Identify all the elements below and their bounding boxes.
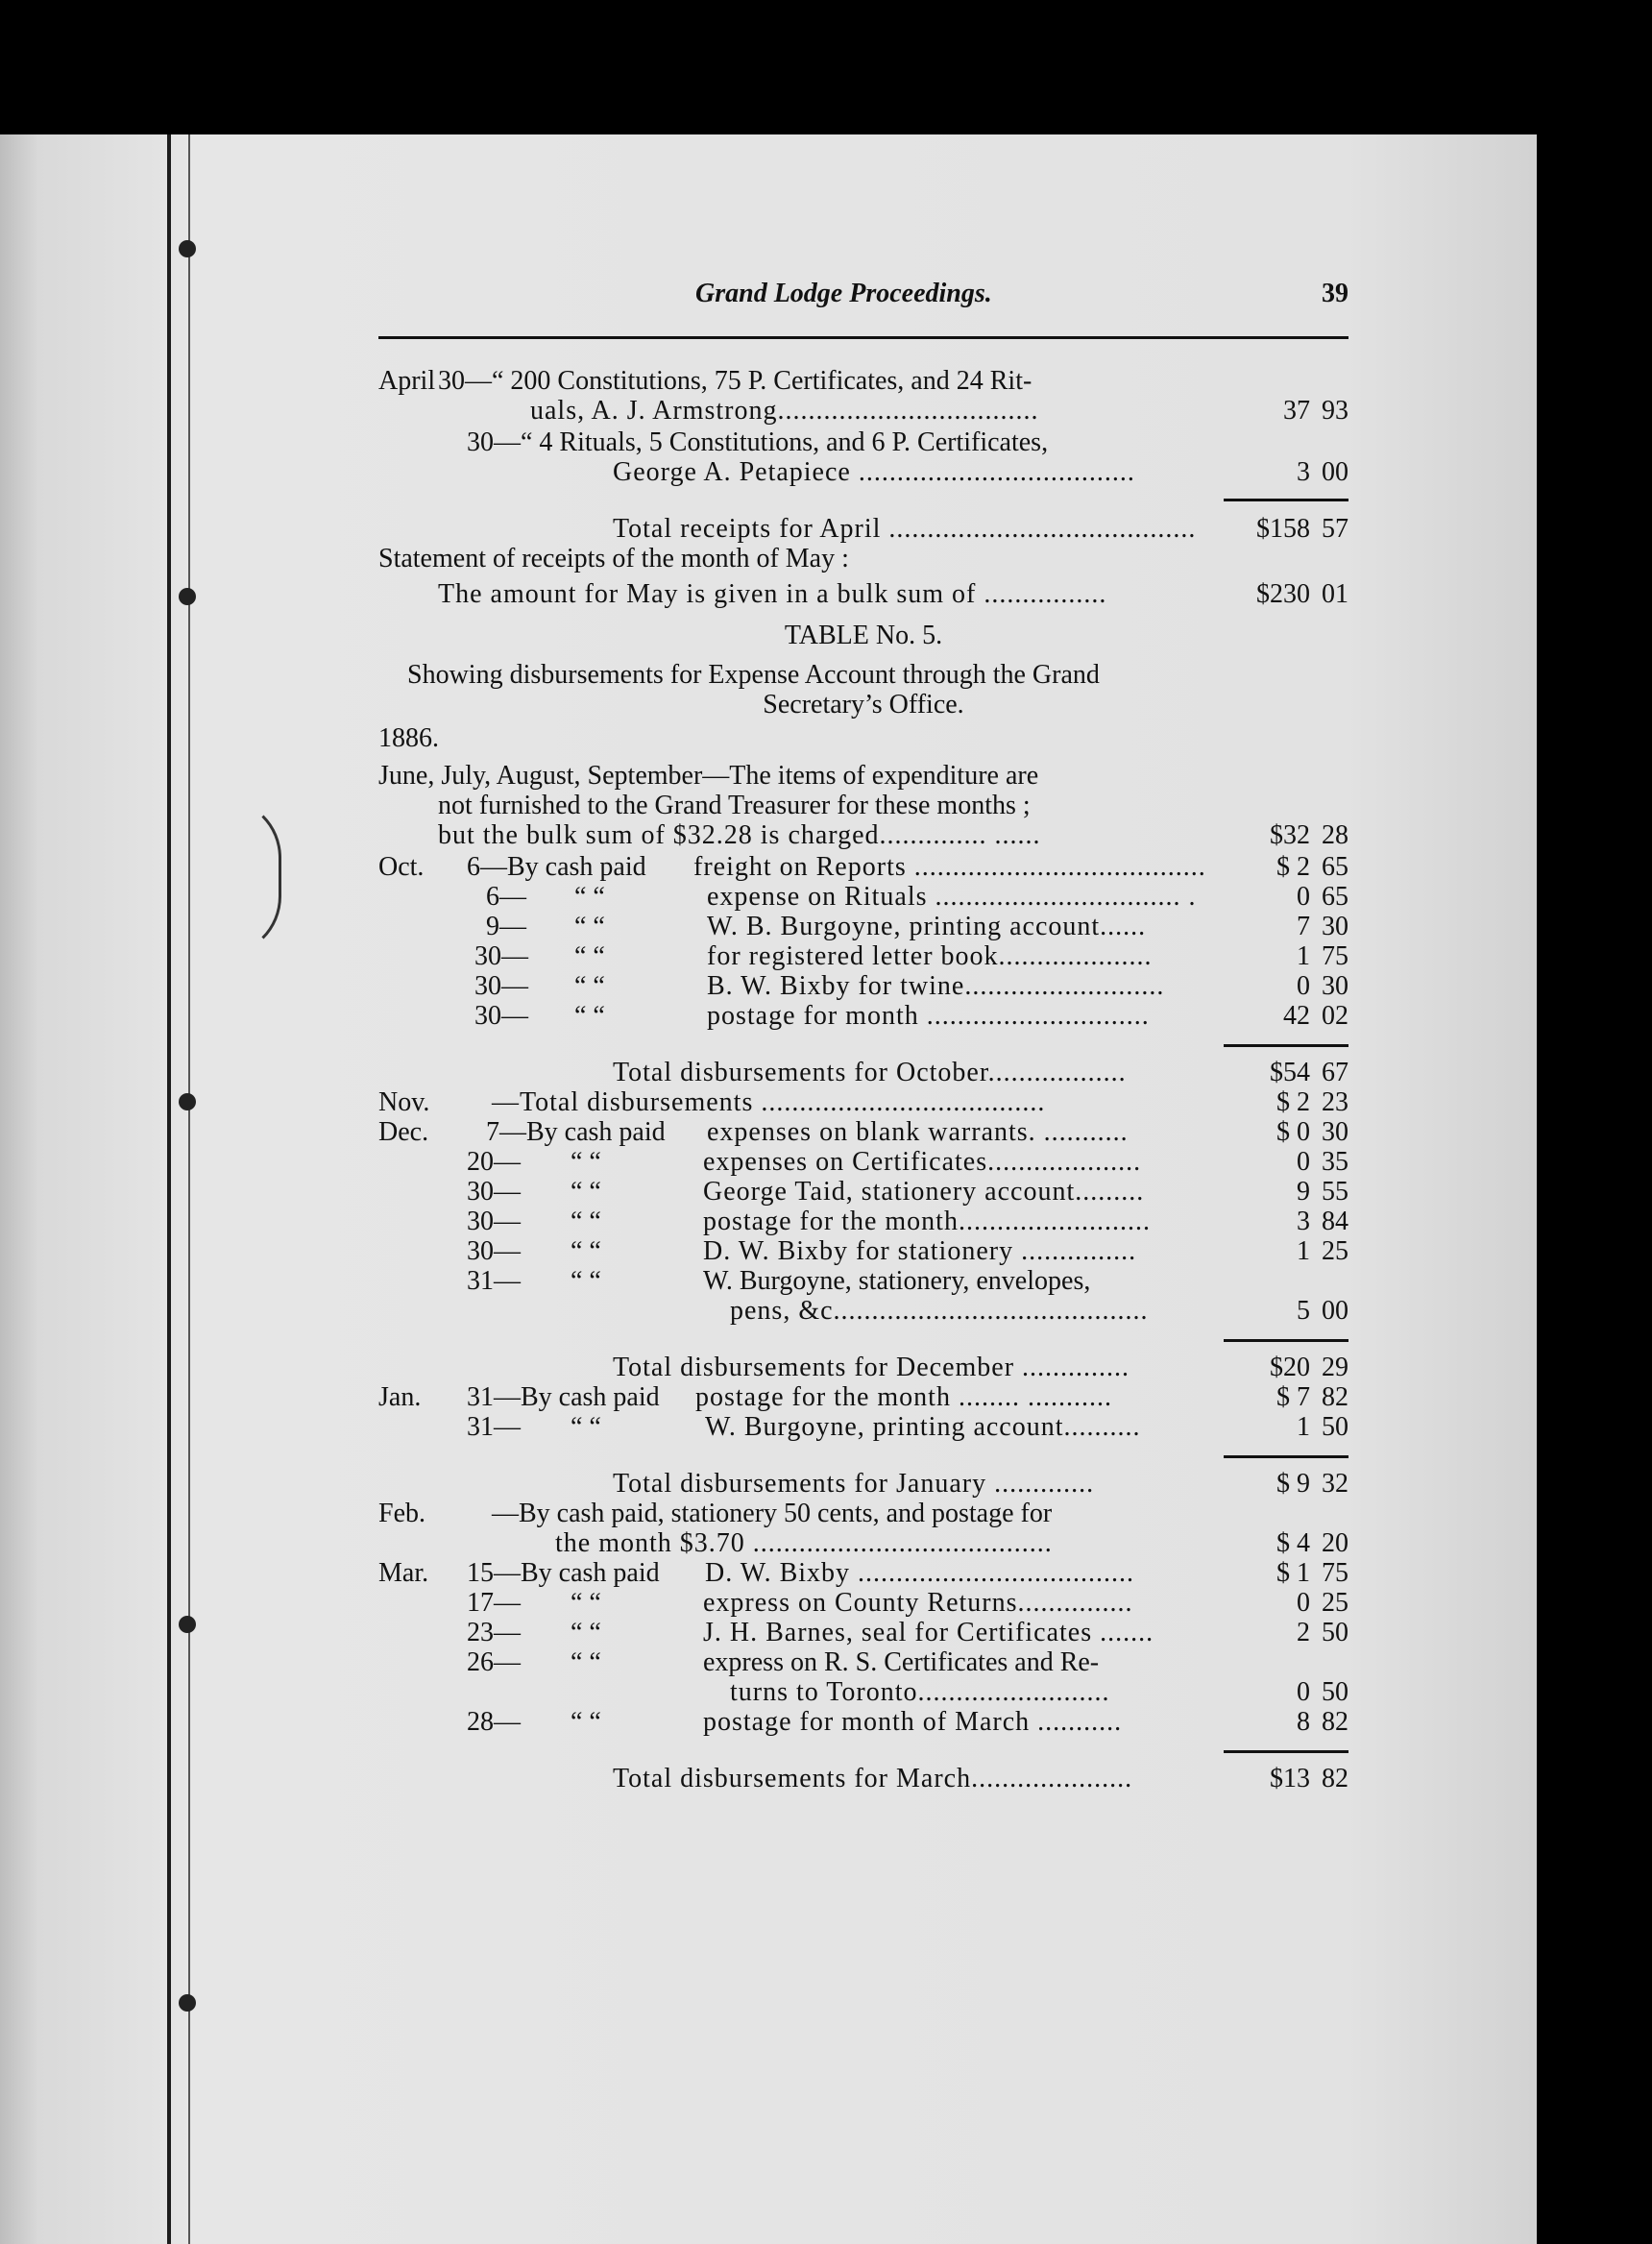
entry-text: not furnished to the Grand Treasurer for these months ; [438,791,1031,820]
entry-text: for registered letter book.................... [707,941,1153,971]
amount-cents: 02 [1322,1001,1348,1031]
ditto-marks: “ “ [571,1647,601,1677]
day-label: 30— [467,1207,521,1236]
ditto-marks: “ “ [571,1412,601,1442]
subtotal-rule [1224,1455,1348,1458]
header-rule [378,336,1348,349]
amount-dollars: $ 7 [1276,1382,1310,1412]
amount [1224,1412,1348,1442]
amount [1224,1117,1348,1147]
subtotal-rule [1224,1044,1348,1047]
amount-cents: 00 [1322,457,1348,487]
total-line [378,1764,1348,1793]
entry-text: express on County Returns............... [703,1588,1133,1618]
ledger-line [378,1266,1348,1296]
ledger-line [378,396,1348,426]
amount-cents: 30 [1322,971,1348,1001]
page-content [378,279,1348,1793]
binding-stitch-mark [179,1093,196,1110]
amount-dollars: 0 [1297,971,1310,1001]
amount [1224,1469,1348,1499]
total-line [378,514,1348,544]
entry-text: June, July, August, September—The items of expenditure are [378,761,1039,791]
day-label: 31— [467,1266,521,1296]
ledger-line [378,427,1348,457]
amount [1224,514,1348,544]
day-label: 30— [467,1177,521,1207]
amount-cents: 82 [1322,1764,1348,1793]
ditto-marks: “ “ [571,1588,601,1618]
amount [1224,579,1348,609]
ledger-line [378,971,1348,1001]
amount-cents: 82 [1322,1382,1348,1412]
month-label: Dec. [378,1117,429,1147]
amount-cents: 50 [1322,1412,1348,1442]
entry-text: “ 200 Constitutions, 75 P. Certificates, and 24 Rit- [492,366,1032,396]
amount-dollars: 1 [1297,1236,1310,1266]
ledger-line [378,1296,1348,1326]
month-label: Oct. [378,852,425,882]
entry-text: freight on Reports ...................................... [693,852,1206,882]
ledger-line [378,1558,1348,1588]
subtotal-rule-row [378,1442,1348,1459]
amount [1224,457,1348,487]
ledger-line [378,1707,1348,1737]
day-label: 30— [474,941,528,971]
ledger-line [378,761,1348,791]
day-label: 31— [467,1412,521,1442]
amount [1224,1001,1348,1031]
amount [1224,1177,1348,1207]
amount-dollars: $ 0 [1276,1117,1310,1147]
amount [1224,1087,1348,1117]
amount-dollars: 0 [1297,1147,1310,1177]
ditto-marks: “ “ [571,1147,601,1177]
amount [1224,1588,1348,1618]
amount-dollars: 1 [1297,941,1310,971]
amount-dollars: $ 4 [1276,1528,1310,1558]
amount-cents: 29 [1322,1353,1348,1382]
amount-cents: 28 [1322,820,1348,850]
entry-text: W. B. Burgoyne, printing account...... [707,912,1147,941]
ledger-line [378,1087,1348,1117]
amount-dollars: 3 [1297,457,1310,487]
ditto-marks: “ “ [574,971,605,1001]
amount [1224,971,1348,1001]
entry-text: —Total disbursements ..................................... [492,1087,1046,1117]
ditto-marks: “ “ [571,1618,601,1647]
day-label: 6— [486,882,526,912]
ditto-marks: “ “ [574,882,605,912]
day-label: 30— [467,1236,521,1266]
entry-text: uals, A. J. Armstrong.................................. [530,396,1039,426]
day-label: 17— [467,1588,521,1618]
entry-text: W. Burgoyne, stationery, envelopes, [703,1266,1091,1296]
ledger-line [378,1117,1348,1147]
amount-cents: 00 [1322,1296,1348,1326]
month-label: Nov. [378,1087,430,1117]
ledger-line [378,579,1348,609]
amount-cents: 55 [1322,1177,1348,1207]
binding-stitch-mark [179,240,196,257]
entry-text: postage for the month......................... [703,1207,1151,1236]
entry-text: postage for month ............................. [707,1001,1150,1031]
amount-dollars: $ 9 [1276,1469,1310,1499]
entry-text: —By cash paid, stationery 50 cents, and postage for [492,1499,1053,1528]
amount-cents: 50 [1322,1618,1348,1647]
binding-stitch-mark [179,1616,196,1633]
ditto-marks: “ “ [571,1207,601,1236]
amount-cents: 32 [1322,1469,1348,1499]
day-label: 7—By cash paid [486,1117,666,1147]
subtotal-rule-row [378,1737,1348,1754]
amount-dollars: $230 [1256,579,1310,609]
amount-dollars: 7 [1297,912,1310,941]
amount-cents: 65 [1322,882,1348,912]
amount-dollars: 9 [1297,1177,1310,1207]
ditto-marks: “ “ [571,1236,601,1266]
day-label: 15—By cash paid [467,1558,660,1588]
amount [1224,1528,1348,1558]
ledger-line [378,366,1348,396]
ditto-marks: “ “ [571,1177,601,1207]
day-label: 30— [467,427,521,457]
amount-dollars: $ 2 [1276,1087,1310,1117]
ledger-line [378,1382,1348,1412]
entry-text: The amount for May is given in a bulk sum of ................ [438,579,1107,609]
amount [1224,1147,1348,1177]
binding-gutter [167,134,171,2244]
amount [1224,1382,1348,1412]
total-label: Total disbursements for October.................. [613,1058,1127,1087]
total-label: Total disbursements for December .............. [613,1353,1130,1382]
binding-stitch-mark [179,588,196,605]
amount [1224,396,1348,426]
entry-text: postage for the month ........ ........... [695,1382,1112,1412]
running-title: Grand Lodge Proceedings. [695,279,992,308]
entry-text: Statement of receipts of the month of May : [378,544,849,573]
ditto-marks: “ “ [574,941,605,971]
total-label: Total disbursements for January ............. [613,1469,1095,1499]
month-label: Jan. [378,1382,422,1412]
total-line [378,1353,1348,1382]
amount [1224,912,1348,941]
binding-stitch-mark [179,1994,196,2012]
amount-dollars: 0 [1297,1588,1310,1618]
ledger-line [378,941,1348,971]
amount-dollars: $54 [1270,1058,1310,1087]
ledger-line [378,1588,1348,1618]
ledger-line [378,1236,1348,1266]
amount-dollars: $20 [1270,1353,1310,1382]
ledger-line [378,912,1348,941]
entry-text: but the bulk sum of $32.28 is charged.............. ...... [438,820,1041,850]
subtotal-rule [1224,1339,1348,1342]
day-label: 23— [467,1618,521,1647]
amount [1224,852,1348,882]
entry-text: expense on Rituals ................................ . [707,882,1197,912]
ledger-line [378,1177,1348,1207]
entry-text: B. W. Bixby for twine.......................... [707,971,1165,1001]
amount-dollars: $13 [1270,1764,1310,1793]
amount-dollars: 5 [1297,1296,1310,1326]
month-label: Feb. [378,1499,425,1528]
day-label: 9— [486,912,526,941]
amount-dollars: 37 [1283,396,1310,426]
amount [1224,1236,1348,1266]
amount-cents: 30 [1322,912,1348,941]
page-number: 39 [1322,279,1348,308]
entry-text: W. Burgoyne, printing account.......... [705,1412,1141,1442]
total-label: Total disbursements for March..................... [613,1764,1133,1793]
subtotal-rule [1224,1750,1348,1753]
amount-cents: 75 [1322,1558,1348,1588]
ditto-marks: “ “ [574,1001,605,1031]
entry-text: “ 4 Rituals, 5 Constitutions, and 6 P. Certificates, [521,427,1049,457]
amount-dollars: 1 [1297,1412,1310,1442]
ledger-line [378,1528,1348,1558]
amount-dollars: 3 [1297,1207,1310,1236]
table-subtitle [378,660,1348,690]
amount-cents: 65 [1322,852,1348,882]
subtotal-rule-row [378,487,1348,504]
entry-text: George Taid, stationery account......... [703,1177,1145,1207]
amount-dollars: 42 [1283,1001,1310,1031]
amount-dollars: $ 1 [1276,1558,1310,1588]
ledger-line [378,852,1348,882]
amount [1224,1707,1348,1737]
binding-gutter-shadow [188,134,190,2244]
month-label: Mar. [378,1558,429,1588]
amount-dollars: 2 [1297,1618,1310,1647]
running-header [378,279,1348,336]
day-label: 6—By cash paid [467,852,646,882]
ledger-line [378,1001,1348,1031]
entry-text: expenses on Certificates.................... [703,1147,1142,1177]
entry-text: D. W. Bixby .................................... [705,1558,1135,1588]
entry-text: George A. Petapiece .................................... [613,457,1135,487]
ledger-line [378,1147,1348,1177]
day-label: 26— [467,1647,521,1677]
amount-cents: 35 [1322,1147,1348,1177]
amount [1224,1618,1348,1647]
subtotal-rule-row [378,1326,1348,1343]
amount [1224,882,1348,912]
amount [1224,1764,1348,1793]
amount-dollars: $32 [1270,820,1310,850]
ledger-line [378,1207,1348,1236]
amount-cents: 23 [1322,1087,1348,1117]
month-label: April [378,366,436,396]
amount [1224,1058,1348,1087]
amount [1224,820,1348,850]
subtotal-rule-row [378,1031,1348,1048]
day-label: 30— [474,1001,528,1031]
amount-cents: 75 [1322,941,1348,971]
entry-text: J. H. Barnes, seal for Certificates ....... [703,1618,1154,1647]
amount-cents: 93 [1322,396,1348,426]
total-label: Total receipts for April ........................................ [613,514,1197,544]
year-text: 1886. [378,723,439,753]
table-subtitle-line: Showing disbursements for Expense Account through the Grand [407,660,1100,690]
amount-cents: 50 [1322,1677,1348,1707]
amount-cents: 25 [1322,1236,1348,1266]
amount-cents: 01 [1322,579,1348,609]
day-label: 30— [474,971,528,1001]
ledger-line [378,791,1348,820]
ditto-marks: “ “ [574,912,605,941]
amount-dollars: 0 [1297,1677,1310,1707]
amount-cents: 30 [1322,1117,1348,1147]
amount-cents: 25 [1322,1588,1348,1618]
entry-text: D. W. Bixby for stationery ............... [703,1236,1137,1266]
ledger-line [378,1647,1348,1677]
amount-dollars: $ 2 [1276,852,1310,882]
amount [1224,1558,1348,1588]
ledger-line [378,457,1348,487]
entry-text: postage for month of March ........... [703,1707,1123,1737]
amount-dollars: 8 [1297,1707,1310,1737]
subtotal-rule [1224,499,1348,501]
entry-text: turns to Toronto......................... [730,1677,1110,1707]
amount-dollars: $158 [1256,514,1310,544]
amount [1224,1677,1348,1707]
ledger-line [378,1677,1348,1707]
entry-text: the month $3.70 ....................................... [555,1528,1053,1558]
amount-dollars: 0 [1297,882,1310,912]
amount [1224,941,1348,971]
table-subtitle-line: Secretary’s Office. [763,690,964,720]
ledger-line [378,1412,1348,1442]
ditto-marks: “ “ [571,1266,601,1296]
amount [1224,1353,1348,1382]
ledger-line [378,1618,1348,1647]
amount-cents: 67 [1322,1058,1348,1087]
day-label: 20— [467,1147,521,1177]
amount-cents: 84 [1322,1207,1348,1236]
table-title: TABLE No. 5. [784,621,943,650]
total-line [378,1058,1348,1087]
entry-text: pens, &c......................................... [730,1296,1149,1326]
amount-cents: 82 [1322,1707,1348,1737]
entry-text: expenses on blank warrants. ........... [707,1117,1129,1147]
ledger-line [378,544,1348,573]
day-label: 30— [438,366,492,396]
amount-cents: 57 [1322,514,1348,544]
day-label: 28— [467,1707,521,1737]
total-line [378,1469,1348,1499]
day-label: 31—By cash paid [467,1382,660,1412]
ditto-marks: “ “ [571,1707,601,1737]
year-label [378,723,1348,753]
amount [1224,1296,1348,1326]
ledger-line [378,882,1348,912]
amount [1224,1207,1348,1236]
ledger-line [378,820,1348,850]
entry-text: express on R. S. Certificates and Re- [703,1647,1100,1677]
ledger-line [378,1499,1348,1528]
amount-cents: 20 [1322,1528,1348,1558]
